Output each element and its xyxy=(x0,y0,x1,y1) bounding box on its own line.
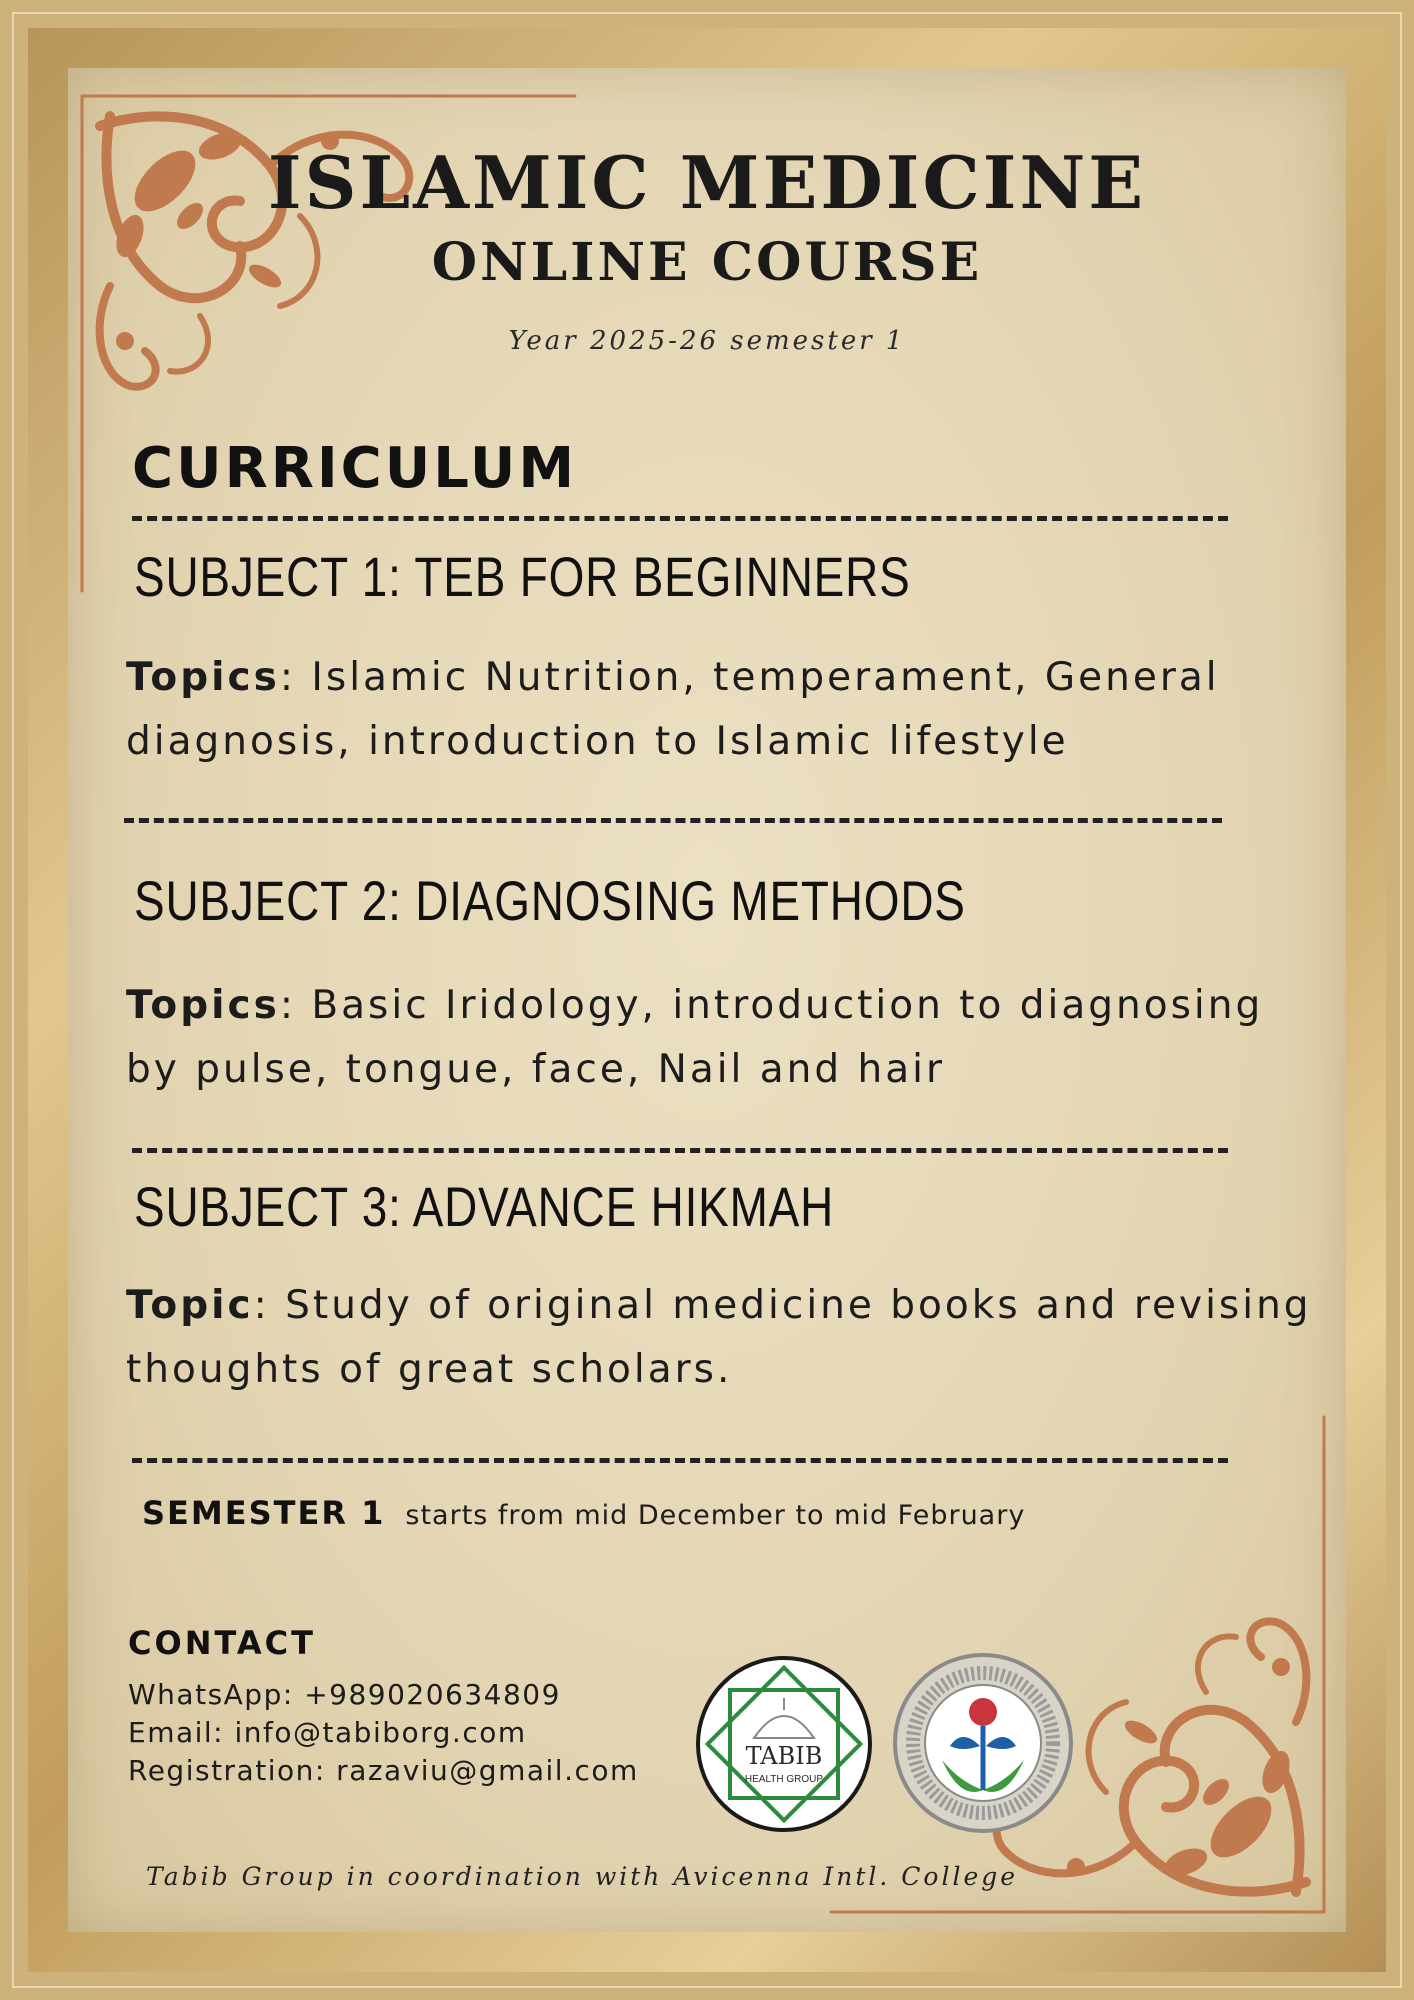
topics-text: : Study of original medicine books and revising thoughts of great scholars. xyxy=(126,1283,1312,1392)
semester-label: SEMESTER 1 xyxy=(142,1494,386,1532)
email-line: Email: info@tabiborg.com xyxy=(128,1716,527,1749)
contact-heading: CONTACT xyxy=(128,1624,316,1662)
semester-dates: starts from mid December to mid February xyxy=(405,1500,1026,1531)
tabib-logo-text: TABIB xyxy=(745,1742,823,1770)
divider xyxy=(132,1458,1228,1463)
title-line-1: ISLAMIC MEDICINE xyxy=(267,140,1147,225)
subject-2-title: SUBJECT 2: DIAGNOSING METHODS xyxy=(134,869,966,932)
curriculum-heading: CURRICULUM xyxy=(132,436,578,501)
subject-1-title: SUBJECT 1: TEB FOR BEGINNERS xyxy=(134,545,911,608)
subject-2-topics xyxy=(126,974,1326,1102)
topics-text: : Basic Iridology, introduction to diagnosing by pulse, tongue, face, Nail and hair xyxy=(126,983,1264,1092)
topics-label: Topics xyxy=(126,655,280,700)
topics-text: : Islamic Nutrition, temperament, General diagnosis, introduction to Islamic lifestyle xyxy=(126,655,1220,764)
tabib-logo-subtext: HEALTH GROUP xyxy=(744,1774,824,1785)
semester-info xyxy=(142,1494,1025,1532)
whatsapp-line: WhatsApp: +989020634809 xyxy=(128,1678,561,1711)
divider xyxy=(132,516,1228,521)
year-subtitle: Year 2025-26 semester 1 xyxy=(508,326,906,356)
subject-1-topics xyxy=(126,646,1326,774)
topics-label: Topic xyxy=(126,1283,254,1328)
registration-line: Registration: razaviu@gmail.com xyxy=(128,1754,639,1787)
subject-3-topics xyxy=(126,1274,1326,1402)
divider xyxy=(124,818,1222,823)
footer-note: Tabib Group in coordination with Avicenna Intl. College xyxy=(146,1862,1019,1891)
avicenna-college-seal xyxy=(890,1650,1076,1836)
topics-label: Topics xyxy=(126,983,280,1028)
title-line-2: ONLINE COURSE xyxy=(431,232,983,293)
divider xyxy=(132,1148,1228,1153)
subject-3-title: SUBJECT 3: ADVANCE HIKMAH xyxy=(134,1175,835,1238)
tabib-logo xyxy=(694,1654,874,1834)
